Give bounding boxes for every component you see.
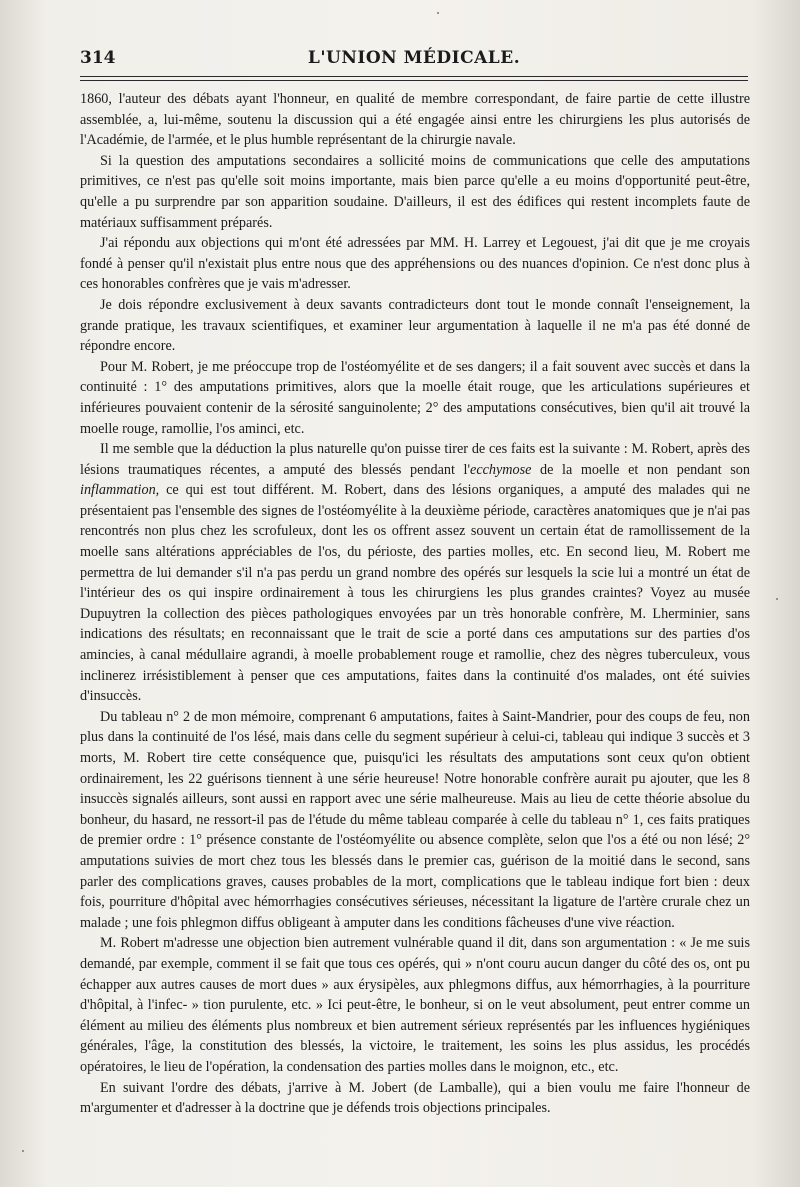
journal-title: L'UNION MÉDICALE. [307, 48, 521, 68]
paper-speck [776, 598, 778, 600]
paragraph-text: Il me semble que la déduction la plus naturelle qu'on puisse tirer de ces faits est la suivante : M. Robert, après des lésions traumatiques récentes, a amputé des blessés pendant l' [80, 441, 750, 478]
paragraph: M. Robert m'adresse une objection bien autrement vulnérable quand il dit, dans son argumentation : « Je me suis demandé, par exemple, comment il se fait que tous ces opérés, qui » n'ont couru aucun danger du côté des os, ont pu échapper aux autres causes de mort dues » aux érysipèles, aux phlegmons diffus, aux hémorrhagies, à la pourriture d'hôpital, à l'infec- » tion purulente, etc. » Ici peut-être, le bonheur, si on le veut absolument, peut entrer comme un élément au milieu des éléments plus nombreux et bien autrement sérieux représentés par les influences hygiéniques générales, l'âge, la constitution des blessés, la victoire, le traitement, les soins les plus assidus, les procédés opératoires, le lieu de l'opération, la condensation des parties molles dans le moignon, etc., etc. [80, 935, 750, 1075]
italic-term: ecchymose [470, 461, 532, 478]
article-body [80, 89, 750, 1119]
paragraph-text: ce qui est tout différent. M. Robert, dans des lésions organiques, a amputé des malades qui ne présentaient pas l'ensemble des signes de l'ostéomyélite à la deuxième période, caractères anatomiques que je n'ai pas rencontrés non plus chez les scrofuleux, dont les os offrent assez souvent un certain état de ramollissement de la moelle sans altérations appréciables de l'os, du périoste, des parties molles, etc. En second lieu, M. Robert me permettra de lui demander s'il n'a pas perdu un grand nombre des opérés sur lesquels la scie lui a montré un état de l'intérieur des os qui inspire ordinairement à tous les chirurgiens les plus grandes craintes? Voyez au musée Dupuytren la collection des pièces pathologiques envoyées par un très honorable confrère, M. Lherminier, sans indications des résultats; en reconnaissant que le trait de scie a porté dans ces amputations sur des parties d'os amincies, à canal médullaire agrandi, à moelle probablement rouge et ramollie, chez des nègres tuberculeux, vous inclinerez irrésistiblement à penser que ces amputations, faites dans la continuité d'os malades, ont été suivies d'insuccès. [80, 482, 750, 705]
italic-term: inflammation, [80, 482, 160, 499]
paper-speck [437, 12, 439, 14]
paragraph [80, 439, 750, 707]
running-header [80, 44, 748, 74]
paragraph-text: de la moelle et non pendant son [531, 461, 750, 478]
paragraph: Pour M. Robert, je me préoccupe trop de l'ostéomyélite et de ses dangers; il a fait souvent avec succès et dans la continuité : 1° des amputations primitives, alors que la moelle était rouge, que les articulations supérieures et inférieures pouvaient contenir de la sérosité sanguinolente; 2° des amputations consécutives, bien qu'il ait trouvé la moelle rouge, ramollie, l'os aminci, etc. [80, 358, 750, 437]
paper-speck [22, 1150, 24, 1152]
header-rule [80, 76, 748, 77]
page-number: 314 [80, 48, 116, 68]
paragraph: Du tableau n° 2 de mon mémoire, comprenant 6 amputations, faites à Saint-Mandrier, pour des coups de feu, non plus dans la continuité de l'os lésé, mais dans celle du segment supérieur à celui-ci, tableau qui indique 3 succès et 3 morts, M. Robert tire cette conséquence que, puisqu'ici les résultats des amputations sont ceux qu'on obtient ordinairement, les 22 guérisons tiennent à une série heureuse! Notre honorable confrère aurait pu ajouter, que les 8 insuccès signalés ailleurs, sont aussi en rapport avec une série malheureuse. Mais au lieu de cette théorie absolue du bonheur, du hasard, ne ressort-il pas de l'étude du même tableau comparée à celle du tableau n° 1, ces faits pratiques de premier ordre : 1° présence constante de l'ostéomyélite ou absence complète, selon que l'os a été ou non lésé; 2° amputations suivies de mort chez tous les blessés dans le premier cas, guérison de la moitié dans le second, sans parler des complications graves, causes probables de la mort, complications que le tableau indique fort bien : deux fois, pourriture d'hôpital avec hémorrhagies consécutives sérieuses, nécessitant la ligature de l'artère crurale chez un malade ; une fois phlegmon diffus obligeant à amputer dans les conditions fâcheuses d'une vive réaction. [80, 708, 750, 931]
paragraph: Je dois répondre exclusivement à deux savants contradicteurs dont tout le monde connaît l'enseignement, la grande pratique, les travaux scientifiques, et examiner leur argumentation à laquelle il ne m'a pas été donné de répondre encore. [80, 296, 750, 355]
header-rule-thin [80, 80, 748, 81]
paragraph: J'ai répondu aux objections qui m'ont été adressées par MM. H. Larrey et Legouest, j'ai dit que je me croyais fondé à penser qu'il n'existait plus entre nous que des appréhensions ou des nuances d'opinion. Ce n'est donc plus à ces honorables confrères que je vais m'adresser. [80, 235, 750, 293]
paragraph: En suivant l'ordre des débats, j'arrive à M. Jobert (de Lamballe), qui a bien voulu me faire l'honneur de m'argumenter et d'adresser à la doctrine que je défends trois objections principales. [80, 1079, 750, 1117]
paragraph: Si la question des amputations secondaires a sollicité moins de communications que celle des amputations primitives, ce n'est pas qu'elle soit moins importante, mais bien parce qu'elle a eu moins d'opportunité peut-être, qu'elle a pu surprendre par son apparition soudaine. D'ailleurs, il est des édifices qui restent incomplets faute de matériaux suffisamment préparés. [80, 152, 750, 231]
paragraph: 1860, l'auteur des débats ayant l'honneur, en qualité de membre correspondant, de faire partie de cette illustre assemblée, a, lui-même, soutenu la discussion qui a été engagée ainsi entre les chirurgiens les plus autorisés de l'Académie, de l'armée, et le plus humble représentant de la chirurgie navale. [80, 91, 750, 149]
